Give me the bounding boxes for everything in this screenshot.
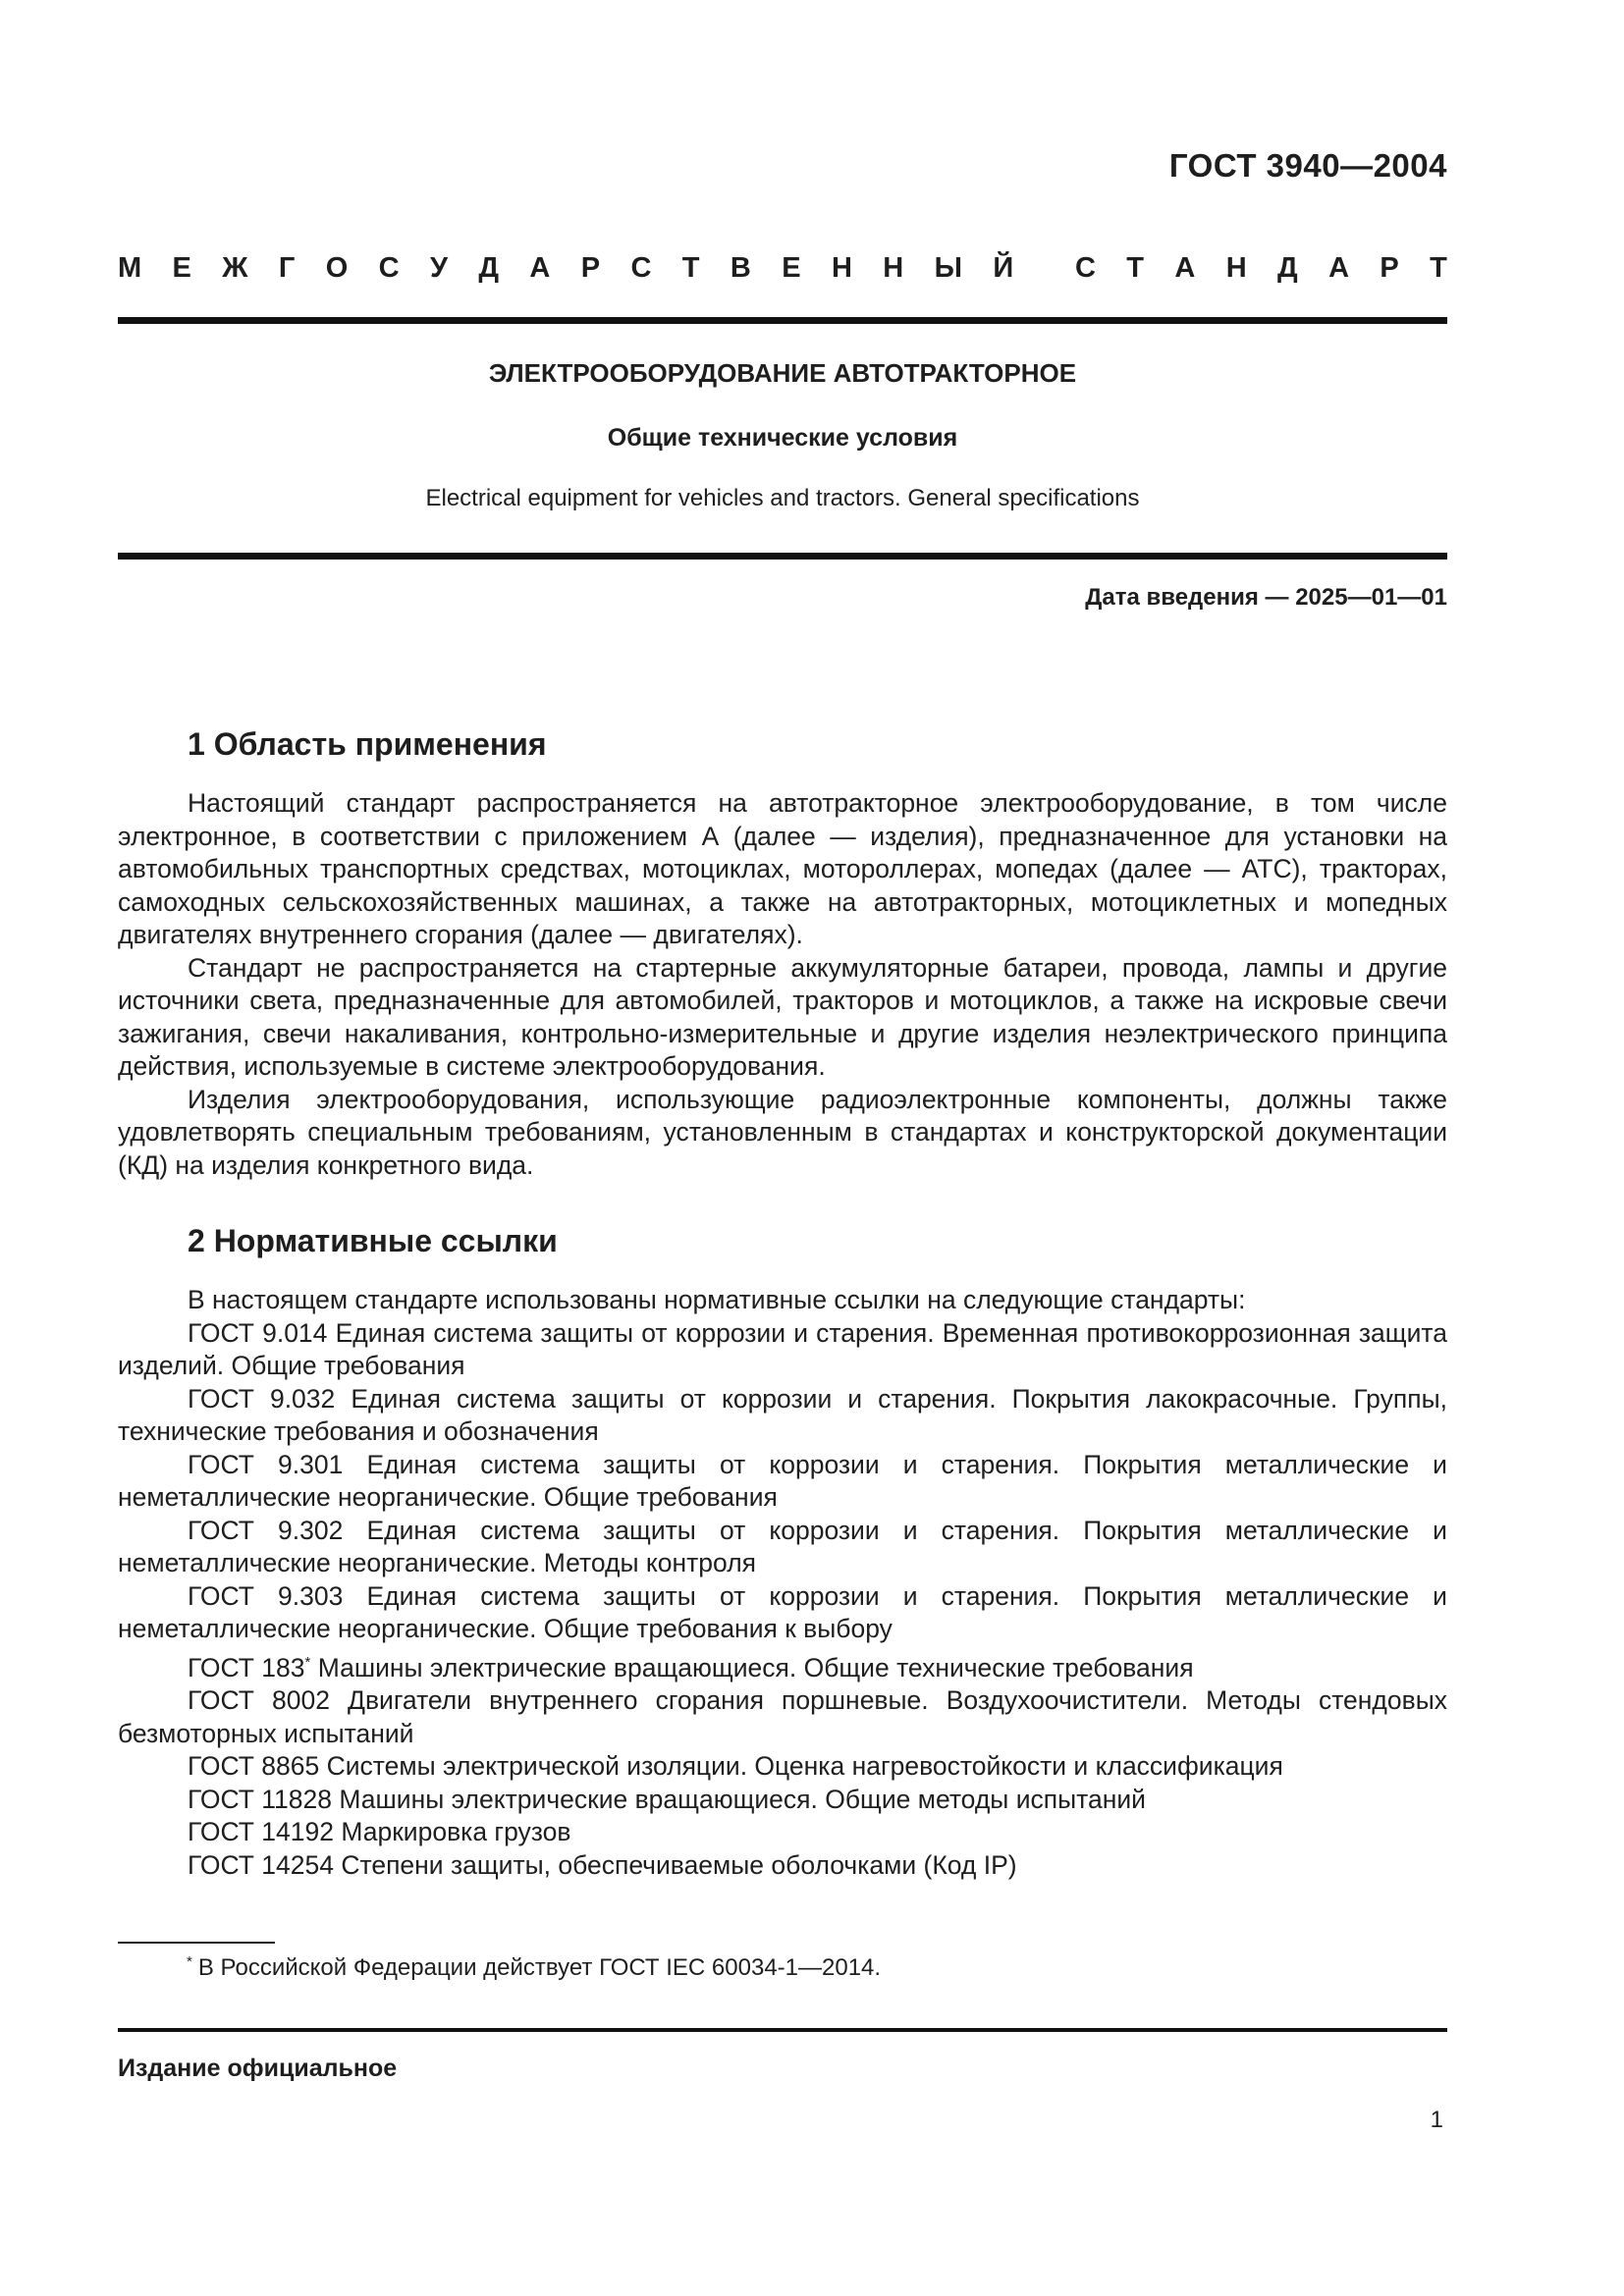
footnote-marker: * xyxy=(304,1653,311,1671)
document-subtitle: Общие технические условия xyxy=(607,424,958,452)
reference-item xyxy=(118,1816,1447,1849)
reference-title: Степени защиты, обеспечиваемые оболочками (Код IP) xyxy=(341,1849,1017,1880)
paragraph: Настоящий стандарт распространяется на автотракторное электрооборудование, в том числе электронное, в соответствии с приложением А (далее — изделия), предназначенное для установки на автомобильных транспортных средствах, мотоциклах, мотороллерах, мопедах (далее — АТС), тракторах, самоходных сельскохозяйственных машинах, а также на автотракторных, мотоциклетных и мопедных двигателях внутреннего сгорания (далее — двигателях). xyxy=(118,788,1447,949)
standard-type-letter: Р xyxy=(1380,252,1399,284)
standard-type-letter: Д xyxy=(478,252,500,284)
reference-code: ГОСТ 14254 xyxy=(188,1849,334,1880)
reference-title: Системы электрической изоляции. Оценка нагревостойкости и классификация xyxy=(326,1751,1283,1781)
standard-type-letter: Н xyxy=(1225,252,1247,284)
reference-title: Единая система защиты от коррозии и старения. Временная противокоррозионная защита изделий. Общие требования xyxy=(118,1317,1447,1380)
standard-type-letter: Ы xyxy=(934,252,962,284)
standard-type-heading xyxy=(118,252,1447,285)
header-rule xyxy=(118,317,1447,324)
reference-item xyxy=(118,1849,1447,1883)
standard-type-letter: Н xyxy=(831,252,852,284)
reference-code: ГОСТ 9.303 xyxy=(188,1580,344,1611)
title-rule xyxy=(118,553,1447,560)
document-title-english: Electrical equipment for vehicles and tractors. General specifications xyxy=(425,485,1140,511)
standard-type-letter: Н xyxy=(883,252,904,284)
standard-type-letter: Г xyxy=(278,252,296,284)
standard-type-letter: Е xyxy=(172,252,191,284)
standard-type-letter: Т xyxy=(1126,252,1145,284)
standard-type-letter: Й xyxy=(993,252,1014,284)
section-heading: 2 Нормативные ссылки xyxy=(188,1223,558,1258)
reference-title: Единая система защиты от коррозии и старения. Покрытия металлические и неметаллические неорганические. Общие требования xyxy=(118,1449,1447,1512)
reference-title: Машины электрические вращающиеся. Общие методы испытаний xyxy=(339,1784,1146,1814)
reference-item xyxy=(118,1449,1447,1515)
reference-code: ГОСТ 9.032 xyxy=(188,1383,336,1414)
footnote-marker: * xyxy=(187,1953,192,1970)
footnote-text: В Российской Федерации действует ГОСТ IEC 60034-1—2014. xyxy=(197,1954,882,1981)
standard-type-letter: М xyxy=(118,252,142,284)
reference-code: ГОСТ 14192 xyxy=(188,1817,334,1846)
reference-item xyxy=(118,1784,1447,1817)
standard-type-letter: Т xyxy=(1430,252,1447,284)
reference-code: ГОСТ 183 xyxy=(188,1652,305,1682)
reference-code: ГОСТ 8002 xyxy=(188,1685,330,1715)
reference-item xyxy=(118,1383,1447,1449)
standard-type-letter: А xyxy=(1328,252,1350,284)
standard-type-letter: С xyxy=(630,252,652,284)
reference-title: Маркировка грузов xyxy=(341,1817,571,1846)
reference-item xyxy=(118,1580,1447,1646)
standard-type-letter: Ж xyxy=(222,252,248,284)
reference-item xyxy=(118,1317,1447,1383)
reference-title: Единая система защиты от коррозии и старения. Покрытия металлические и неметаллические неорганические. Общие требования к выбору xyxy=(118,1580,1447,1643)
standard-type-letter: У xyxy=(429,252,448,284)
standard-type-letter: Т xyxy=(681,252,700,284)
footnote xyxy=(187,1953,881,1982)
document-title: ЭЛЕКТРООБОРУДОВАНИЕ АВТОТРАКТОРНОЕ xyxy=(488,358,1077,388)
footer-rule xyxy=(118,2028,1447,2032)
paragraph: В настоящем стандарте использованы нормативные ссылки на следующие стандарты: xyxy=(188,1285,1246,1314)
paragraph: Стандарт не распространяется на стартерные аккумуляторные батареи, провода, лампы и другие источники света, предназначенные для автомобилей, тракторов и мотоциклов, а также на искровые свечи зажигания, свечи накаливания, контрольно-измерительные и другие изделия неэлектрического принципа действия, используемые в системе электрооборудования. xyxy=(118,952,1447,1081)
edition-label: Издание официальное xyxy=(118,2055,398,2082)
reference-code: ГОСТ 9.302 xyxy=(188,1515,344,1545)
reference-code: ГОСТ 11828 xyxy=(188,1784,333,1814)
paragraph: Изделия электрооборудования, использующие радиоэлектронные компоненты, должны также удовлетворять специальным требованиям, установленным в стандартах и конструкторской документации (КД) на изделия конкретного вида. xyxy=(118,1084,1447,1180)
reference-title: Единая система защиты от коррозии и старения. Покрытия лакокрасочные. Группы, технические требования и обозначения xyxy=(118,1383,1447,1446)
footnote-rule xyxy=(118,1942,275,1944)
standard-type-letter: Е xyxy=(782,252,801,284)
standard-designation: ГОСТ 3940—2004 xyxy=(1168,147,1447,184)
reference-item xyxy=(118,1515,1447,1580)
reference-item xyxy=(118,1646,1447,1685)
reference-item xyxy=(118,1750,1447,1784)
standard-type-letter: С xyxy=(1074,252,1096,284)
standard-type-letter: А xyxy=(1174,252,1196,284)
reference-code: ГОСТ 9.014 xyxy=(188,1317,328,1348)
reference-code: ГОСТ 8865 xyxy=(188,1751,320,1781)
introduction-date: Дата введения — 2025—01—01 xyxy=(1085,584,1447,611)
reference-code: ГОСТ 9.301 xyxy=(188,1449,344,1479)
section-heading: 1 Область применения xyxy=(188,726,547,762)
reference-item xyxy=(118,1684,1447,1750)
page-number: 1 xyxy=(1430,2107,1443,2133)
standard-type-letter: В xyxy=(730,252,751,284)
standard-type-letter: С xyxy=(378,252,400,284)
reference-title: Машины электрические вращающиеся. Общие технические требования xyxy=(317,1652,1194,1682)
section-gap xyxy=(118,1182,1447,1221)
standard-type-letter: Д xyxy=(1277,252,1298,284)
standard-type-letter: Р xyxy=(580,252,601,284)
reference-title: Единая система защиты от коррозии и старения. Покрытия металлические и неметаллические неорганические. Методы контроля xyxy=(118,1515,1447,1577)
reference-title: Двигатели внутреннего сгорания поршневые. Воздухоочистители. Методы стендовых безмоторных испытаний xyxy=(118,1685,1447,1748)
document-body xyxy=(118,724,1447,1882)
standard-type-letter: А xyxy=(529,252,551,284)
standard-type-letter: О xyxy=(325,252,349,284)
